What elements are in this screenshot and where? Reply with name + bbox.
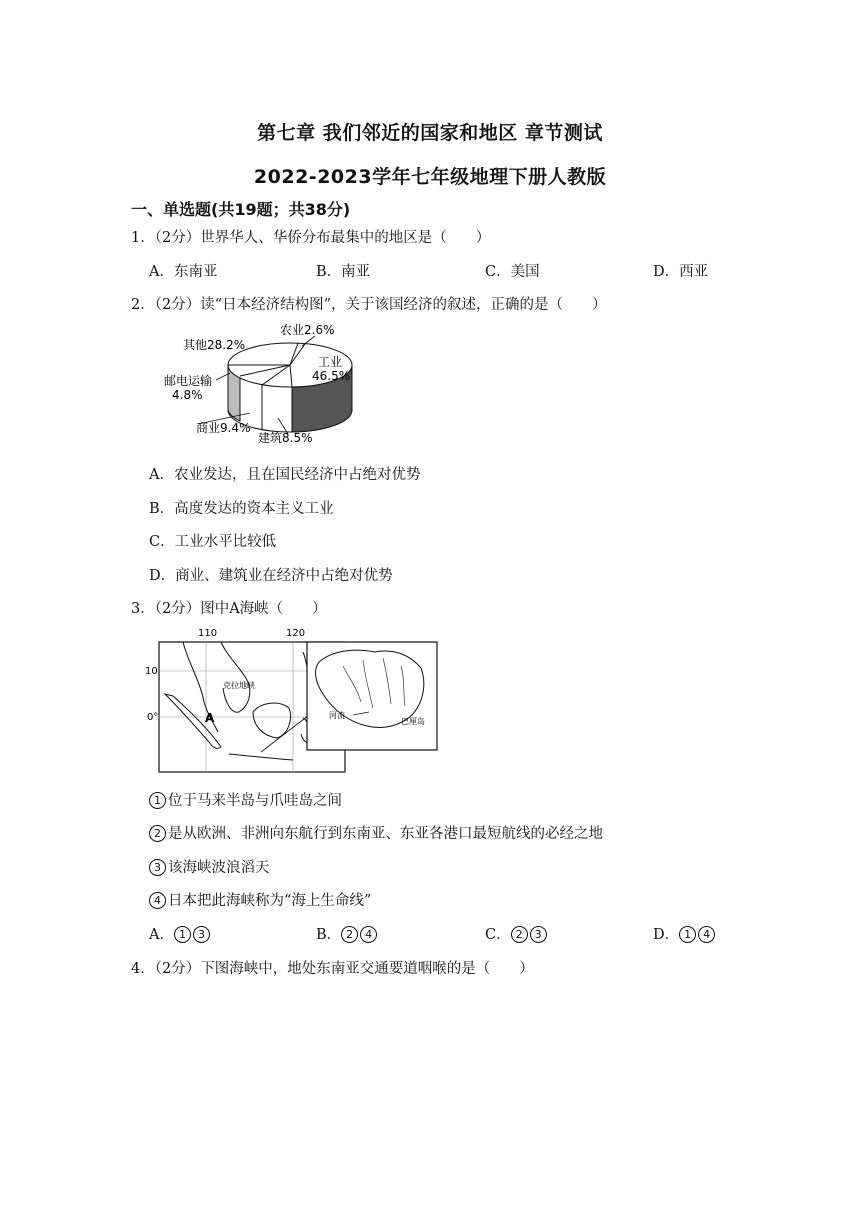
statement-text: 该海峡波浪滔天	[168, 860, 270, 876]
pie-label-industry-pct: 46.5%	[312, 369, 351, 383]
question-3-stem: 3．（2分）图中A海峡（ ）	[131, 601, 327, 617]
statement-text: 日本把此海峡称为“海上生命线”	[168, 893, 372, 909]
statement-text: 是从欧洲、非洲向东航行到东南亚、东亚各港口最短航线的必经之地	[168, 826, 603, 842]
q1-option-d: D．西亚	[653, 264, 709, 280]
lat-label-0: 0°	[147, 712, 159, 723]
option-letter: C．	[485, 927, 511, 943]
q1-option-c: C．美国	[485, 264, 540, 280]
lon-label-110: 110	[198, 628, 218, 639]
circled-number: 3	[530, 926, 547, 943]
q3-option-a	[149, 923, 212, 944]
pie-label-construction: 建筑8.5%	[258, 431, 313, 445]
southeast-asia-strait-map	[143, 622, 443, 777]
strait-point-a: A	[205, 711, 215, 725]
pie-label-agriculture: 农业2.6%	[280, 323, 335, 337]
pie-label-post: 邮电运输	[164, 374, 213, 388]
circled-number: 1	[679, 926, 696, 943]
statement-text: 位于马来半岛与爪哇岛之间	[168, 793, 342, 809]
q3-statement-3	[149, 856, 270, 877]
circled-number: 1	[149, 792, 166, 809]
bali-island-label: 巴厘岛	[401, 717, 425, 726]
q1-option-b: B．南亚	[316, 264, 371, 280]
section-heading: 一、单选题(共19题；共38分)	[131, 200, 351, 219]
circled-number: 3	[193, 926, 210, 943]
river-label: 河流	[329, 711, 345, 720]
question-4-stem: 4．（2分）下图海峡中，地处东南亚交通要道咽喉的是（ ）	[131, 961, 534, 977]
pie-label-commerce: 商业9.4%	[196, 421, 251, 435]
lon-label-120: 120	[286, 628, 306, 639]
circled-number: 4	[360, 926, 377, 943]
circled-number: 2	[341, 926, 358, 943]
option-letter: B．	[316, 927, 342, 943]
page-subtitle: 2022-2023学年七年级地理下册人教版	[253, 166, 607, 188]
circled-number: 4	[149, 892, 166, 909]
lat-label-10: 10	[145, 666, 158, 677]
q3-statement-1	[149, 789, 342, 810]
q3-option-b	[316, 923, 379, 944]
page-title: 第七章 我们邻近的国家和地区 章节测试	[257, 122, 603, 144]
pie-label-post-pct: 4.8%	[172, 388, 203, 402]
japan-economy-pie-figure	[160, 318, 360, 448]
option-letter: A．	[149, 927, 174, 943]
option-letter: D．	[653, 927, 680, 943]
q2-option-a: A．农业发达，且在国民经济中占绝对优势	[149, 467, 421, 483]
circled-number: 1	[174, 926, 191, 943]
pie-label-other: 其他28.2%	[183, 338, 246, 352]
circled-number: 4	[698, 926, 715, 943]
q3-statement-2	[149, 822, 603, 843]
question-2-stem: 2．（2分）读“日本经济结构图”，关于该国经济的叙述，正确的是（ ）	[131, 297, 607, 313]
pie-label-industry: 工业	[318, 355, 343, 369]
q2-option-c: C．工业水平比较低	[149, 534, 277, 550]
q2-option-d: D．商业、建筑业在经济中占绝对优势	[149, 568, 393, 584]
q3-option-c	[485, 923, 549, 944]
q3-option-d	[653, 923, 717, 944]
question-1-stem: 1．（2分）世界华人、华侨分布最集中的地区是（ ）	[131, 230, 491, 246]
q2-option-b: B．高度发达的资本主义工业	[149, 501, 334, 517]
circled-number: 2	[511, 926, 528, 943]
q1-option-a: A．东南亚	[149, 264, 218, 280]
kra-isthmus-label: 克拉地峡	[223, 681, 255, 690]
q3-statement-4	[149, 889, 371, 910]
circled-number: 3	[149, 859, 166, 876]
circled-number: 2	[149, 825, 166, 842]
